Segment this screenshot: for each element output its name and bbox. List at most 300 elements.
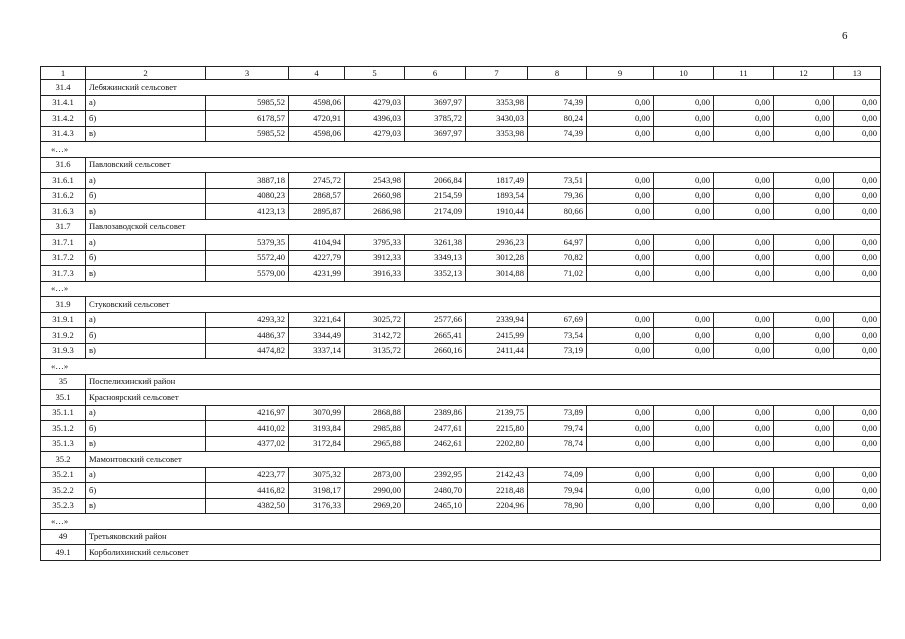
value-cell: 74,09 bbox=[528, 467, 587, 483]
value-cell: 0,00 bbox=[654, 173, 714, 189]
value-cell: 0,00 bbox=[774, 328, 834, 344]
value-cell: 73,19 bbox=[528, 343, 587, 359]
row-label: а) bbox=[86, 312, 206, 328]
value-cell: 3261,38 bbox=[405, 235, 466, 251]
value-cell: 0,00 bbox=[587, 312, 654, 328]
value-cell: 0,00 bbox=[834, 188, 881, 204]
value-cell: 3142,72 bbox=[345, 328, 405, 344]
value-cell: 2660,98 bbox=[345, 188, 405, 204]
value-cell: 0,00 bbox=[587, 421, 654, 437]
value-cell: 0,00 bbox=[834, 467, 881, 483]
value-cell: 0,00 bbox=[774, 250, 834, 266]
value-cell: 2868,88 bbox=[345, 405, 405, 421]
value-cell: 3697,97 bbox=[405, 126, 466, 142]
row-code: 31.6.1 bbox=[41, 173, 86, 189]
value-cell: 0,00 bbox=[834, 343, 881, 359]
value-cell: 3221,64 bbox=[289, 312, 345, 328]
column-header: 7 bbox=[466, 67, 528, 80]
table-row bbox=[41, 250, 881, 266]
row-code: 31.4.2 bbox=[41, 111, 86, 127]
table-row bbox=[41, 343, 881, 359]
value-cell: 3916,33 bbox=[345, 266, 405, 282]
value-cell: 0,00 bbox=[834, 250, 881, 266]
omission-mark: «…» bbox=[41, 359, 881, 375]
section-row bbox=[41, 452, 881, 468]
value-cell: 4410,02 bbox=[206, 421, 289, 437]
value-cell: 0,00 bbox=[714, 235, 774, 251]
value-cell: 5985,52 bbox=[206, 126, 289, 142]
row-code: 35.1.2 bbox=[41, 421, 86, 437]
row-label: в) bbox=[86, 266, 206, 282]
value-cell: 0,00 bbox=[834, 498, 881, 514]
section-row bbox=[41, 374, 881, 390]
value-cell: 1817,49 bbox=[466, 173, 528, 189]
value-cell: 2411,44 bbox=[466, 343, 528, 359]
value-cell: 4416,82 bbox=[206, 483, 289, 499]
value-cell: 0,00 bbox=[714, 328, 774, 344]
row-label: а) bbox=[86, 173, 206, 189]
value-cell: 2139,75 bbox=[466, 405, 528, 421]
section-row bbox=[41, 219, 881, 235]
value-cell: 4598,06 bbox=[289, 95, 345, 111]
column-header: 9 bbox=[587, 67, 654, 80]
value-cell: 2389,86 bbox=[405, 405, 466, 421]
value-cell: 3353,98 bbox=[466, 126, 528, 142]
value-cell: 0,00 bbox=[654, 250, 714, 266]
value-cell: 0,00 bbox=[774, 436, 834, 452]
value-cell: 3025,72 bbox=[345, 312, 405, 328]
value-cell: 4216,97 bbox=[206, 405, 289, 421]
value-cell: 2066,84 bbox=[405, 173, 466, 189]
table-row bbox=[41, 173, 881, 189]
row-code: 49 bbox=[41, 529, 86, 545]
value-cell: 3012,28 bbox=[466, 250, 528, 266]
omission-mark: «…» bbox=[41, 514, 881, 530]
row-code: 31.6.2 bbox=[41, 188, 86, 204]
value-cell: 2543,98 bbox=[345, 173, 405, 189]
value-cell: 3172,84 bbox=[289, 436, 345, 452]
value-cell: 0,00 bbox=[714, 188, 774, 204]
value-cell: 2154,59 bbox=[405, 188, 466, 204]
value-cell: 4720,91 bbox=[289, 111, 345, 127]
column-number-row bbox=[41, 67, 881, 80]
row-code: 35.2 bbox=[41, 452, 86, 468]
table-row bbox=[41, 312, 881, 328]
value-cell: 2985,88 bbox=[345, 421, 405, 437]
value-cell: 0,00 bbox=[714, 405, 774, 421]
table-row bbox=[41, 328, 881, 344]
value-cell: 2392,95 bbox=[405, 467, 466, 483]
value-cell: 2174,09 bbox=[405, 204, 466, 220]
value-cell: 2415,99 bbox=[466, 328, 528, 344]
value-cell: 0,00 bbox=[714, 498, 774, 514]
row-label: в) bbox=[86, 343, 206, 359]
value-cell: 3697,97 bbox=[405, 95, 466, 111]
value-cell: 0,00 bbox=[834, 95, 881, 111]
value-cell: 0,00 bbox=[714, 95, 774, 111]
value-cell: 0,00 bbox=[774, 204, 834, 220]
value-cell: 4123,13 bbox=[206, 204, 289, 220]
table-row bbox=[41, 436, 881, 452]
value-cell: 2969,20 bbox=[345, 498, 405, 514]
value-cell: 2745,72 bbox=[289, 173, 345, 189]
value-cell: 0,00 bbox=[654, 235, 714, 251]
value-cell: 3337,14 bbox=[289, 343, 345, 359]
value-cell: 3353,98 bbox=[466, 95, 528, 111]
section-name: Стуковский сельсовет bbox=[86, 297, 881, 313]
value-cell: 2218,48 bbox=[466, 483, 528, 499]
row-code: 35.2.3 bbox=[41, 498, 86, 514]
value-cell: 79,36 bbox=[528, 188, 587, 204]
table-row bbox=[41, 483, 881, 499]
table-row bbox=[41, 498, 881, 514]
column-header: 6 bbox=[405, 67, 466, 80]
value-cell: 73,51 bbox=[528, 173, 587, 189]
value-cell: 2215,80 bbox=[466, 421, 528, 437]
value-cell: 0,00 bbox=[774, 343, 834, 359]
column-header: 10 bbox=[654, 67, 714, 80]
value-cell: 0,00 bbox=[654, 111, 714, 127]
row-label: а) bbox=[86, 405, 206, 421]
value-cell: 0,00 bbox=[714, 421, 774, 437]
value-cell: 4396,03 bbox=[345, 111, 405, 127]
value-cell: 0,00 bbox=[714, 173, 774, 189]
value-cell: 0,00 bbox=[714, 343, 774, 359]
value-cell: 0,00 bbox=[774, 95, 834, 111]
value-cell: 0,00 bbox=[774, 126, 834, 142]
value-cell: 4486,37 bbox=[206, 328, 289, 344]
value-cell: 0,00 bbox=[587, 95, 654, 111]
row-code: 31.9.2 bbox=[41, 328, 86, 344]
value-cell: 0,00 bbox=[714, 266, 774, 282]
value-cell: 3193,84 bbox=[289, 421, 345, 437]
row-code: 49.1 bbox=[41, 545, 86, 561]
row-code: 31.7 bbox=[41, 219, 86, 235]
value-cell: 2665,41 bbox=[405, 328, 466, 344]
value-cell: 70,82 bbox=[528, 250, 587, 266]
row-label: б) bbox=[86, 111, 206, 127]
row-code: 31.6 bbox=[41, 157, 86, 173]
value-cell: 3430,03 bbox=[466, 111, 528, 127]
row-code: 35.1 bbox=[41, 390, 86, 406]
value-cell: 5985,52 bbox=[206, 95, 289, 111]
value-cell: 0,00 bbox=[774, 498, 834, 514]
value-cell: 0,00 bbox=[587, 343, 654, 359]
value-cell: 3176,33 bbox=[289, 498, 345, 514]
value-cell: 0,00 bbox=[774, 266, 834, 282]
value-cell: 74,39 bbox=[528, 126, 587, 142]
section-name: Третьяковский район bbox=[86, 529, 881, 545]
value-cell: 4104,94 bbox=[289, 235, 345, 251]
value-cell: 4382,50 bbox=[206, 498, 289, 514]
table-row bbox=[41, 126, 881, 142]
value-cell: 0,00 bbox=[654, 421, 714, 437]
value-cell: 5579,00 bbox=[206, 266, 289, 282]
value-cell: 0,00 bbox=[834, 436, 881, 452]
row-label: б) bbox=[86, 328, 206, 344]
value-cell: 4377,02 bbox=[206, 436, 289, 452]
value-cell: 4598,06 bbox=[289, 126, 345, 142]
row-label: а) bbox=[86, 235, 206, 251]
value-cell: 79,94 bbox=[528, 483, 587, 499]
value-cell: 4223,77 bbox=[206, 467, 289, 483]
row-code: 31.4.3 bbox=[41, 126, 86, 142]
row-label: б) bbox=[86, 483, 206, 499]
row-code: 35.2.1 bbox=[41, 467, 86, 483]
value-cell: 0,00 bbox=[834, 421, 881, 437]
section-row bbox=[41, 529, 881, 545]
row-label: в) bbox=[86, 498, 206, 514]
value-cell: 80,24 bbox=[528, 111, 587, 127]
value-cell: 0,00 bbox=[654, 188, 714, 204]
value-cell: 0,00 bbox=[654, 467, 714, 483]
value-cell: 2202,80 bbox=[466, 436, 528, 452]
value-cell: 79,74 bbox=[528, 421, 587, 437]
row-label: б) bbox=[86, 250, 206, 266]
value-cell: 0,00 bbox=[774, 467, 834, 483]
section-row bbox=[41, 157, 881, 173]
value-cell: 0,00 bbox=[654, 436, 714, 452]
value-cell: 0,00 bbox=[714, 250, 774, 266]
value-cell: 0,00 bbox=[834, 126, 881, 142]
value-cell: 3344,49 bbox=[289, 328, 345, 344]
omission-row bbox=[41, 142, 881, 158]
value-cell: 0,00 bbox=[587, 266, 654, 282]
section-name: Корболихинский сельсовет bbox=[86, 545, 881, 561]
value-cell: 4279,03 bbox=[345, 95, 405, 111]
value-cell: 74,39 bbox=[528, 95, 587, 111]
value-cell: 0,00 bbox=[654, 204, 714, 220]
value-cell: 2990,00 bbox=[345, 483, 405, 499]
value-cell: 0,00 bbox=[587, 250, 654, 266]
section-name: Лебяжинский сельсовет bbox=[86, 80, 881, 96]
value-cell: 0,00 bbox=[774, 111, 834, 127]
value-cell: 0,00 bbox=[587, 405, 654, 421]
value-cell: 0,00 bbox=[654, 95, 714, 111]
value-cell: 67,69 bbox=[528, 312, 587, 328]
row-label: в) bbox=[86, 436, 206, 452]
value-cell: 2480,70 bbox=[405, 483, 466, 499]
value-cell: 0,00 bbox=[834, 328, 881, 344]
value-cell: 0,00 bbox=[834, 312, 881, 328]
value-cell: 3912,33 bbox=[345, 250, 405, 266]
column-header: 11 bbox=[714, 67, 774, 80]
value-cell: 3075,32 bbox=[289, 467, 345, 483]
row-code: 31.9 bbox=[41, 297, 86, 313]
table-row bbox=[41, 235, 881, 251]
row-code: 31.7.2 bbox=[41, 250, 86, 266]
value-cell: 5572,40 bbox=[206, 250, 289, 266]
column-header: 2 bbox=[86, 67, 206, 80]
row-code: 31.4.1 bbox=[41, 95, 86, 111]
column-header: 5 bbox=[345, 67, 405, 80]
value-cell: 4279,03 bbox=[345, 126, 405, 142]
value-cell: 0,00 bbox=[587, 436, 654, 452]
value-cell: 0,00 bbox=[587, 483, 654, 499]
section-name: Красноярский сельсовет bbox=[86, 390, 881, 406]
value-cell: 3785,72 bbox=[405, 111, 466, 127]
value-cell: 0,00 bbox=[587, 467, 654, 483]
value-cell: 0,00 bbox=[654, 328, 714, 344]
row-label: б) bbox=[86, 188, 206, 204]
omission-mark: «…» bbox=[41, 281, 881, 297]
row-label: в) bbox=[86, 204, 206, 220]
value-cell: 0,00 bbox=[654, 312, 714, 328]
value-cell: 2477,61 bbox=[405, 421, 466, 437]
value-cell: 0,00 bbox=[654, 405, 714, 421]
value-cell: 0,00 bbox=[774, 421, 834, 437]
value-cell: 2660,16 bbox=[405, 343, 466, 359]
section-name: Павловский сельсовет bbox=[86, 157, 881, 173]
omission-row bbox=[41, 514, 881, 530]
value-cell: 2204,96 bbox=[466, 498, 528, 514]
value-cell: 2686,98 bbox=[345, 204, 405, 220]
value-cell: 4227,79 bbox=[289, 250, 345, 266]
row-label: в) bbox=[86, 126, 206, 142]
value-cell: 0,00 bbox=[774, 312, 834, 328]
value-cell: 2577,66 bbox=[405, 312, 466, 328]
value-cell: 0,00 bbox=[587, 188, 654, 204]
value-cell: 2965,88 bbox=[345, 436, 405, 452]
table-row bbox=[41, 467, 881, 483]
value-cell: 1893,54 bbox=[466, 188, 528, 204]
value-cell: 0,00 bbox=[834, 235, 881, 251]
value-cell: 0,00 bbox=[714, 111, 774, 127]
value-cell: 0,00 bbox=[654, 126, 714, 142]
column-header: 4 bbox=[289, 67, 345, 80]
value-cell: 0,00 bbox=[774, 405, 834, 421]
value-cell: 0,00 bbox=[587, 111, 654, 127]
value-cell: 0,00 bbox=[714, 467, 774, 483]
section-row bbox=[41, 545, 881, 561]
value-cell: 0,00 bbox=[587, 328, 654, 344]
table-row bbox=[41, 421, 881, 437]
section-row bbox=[41, 297, 881, 313]
column-header: 13 bbox=[834, 67, 881, 80]
page-number: 6 bbox=[842, 30, 848, 42]
row-code: 35.2.2 bbox=[41, 483, 86, 499]
value-cell: 0,00 bbox=[774, 483, 834, 499]
value-cell: 78,74 bbox=[528, 436, 587, 452]
value-cell: 0,00 bbox=[834, 405, 881, 421]
row-code: 31.6.3 bbox=[41, 204, 86, 220]
section-name: Поспелихинский район bbox=[86, 374, 881, 390]
value-cell: 2873,00 bbox=[345, 467, 405, 483]
value-cell: 64,97 bbox=[528, 235, 587, 251]
column-header: 3 bbox=[206, 67, 289, 80]
row-label: а) bbox=[86, 95, 206, 111]
value-cell: 3795,33 bbox=[345, 235, 405, 251]
section-name: Павлозаводской сельсовет bbox=[86, 219, 881, 235]
value-cell: 2936,23 bbox=[466, 235, 528, 251]
value-cell: 0,00 bbox=[587, 204, 654, 220]
value-cell: 80,66 bbox=[528, 204, 587, 220]
table-row bbox=[41, 188, 881, 204]
table-row bbox=[41, 111, 881, 127]
value-cell: 0,00 bbox=[654, 266, 714, 282]
value-cell: 0,00 bbox=[774, 235, 834, 251]
table-row bbox=[41, 95, 881, 111]
section-name: Мамонтовский сельсовет bbox=[86, 452, 881, 468]
value-cell: 3349,13 bbox=[405, 250, 466, 266]
section-row bbox=[41, 80, 881, 96]
value-cell: 0,00 bbox=[714, 483, 774, 499]
value-cell: 73,54 bbox=[528, 328, 587, 344]
tariff-table bbox=[40, 66, 881, 561]
value-cell: 4293,32 bbox=[206, 312, 289, 328]
value-cell: 0,00 bbox=[834, 204, 881, 220]
row-code: 31.9.1 bbox=[41, 312, 86, 328]
row-code: 35 bbox=[41, 374, 86, 390]
value-cell: 3198,17 bbox=[289, 483, 345, 499]
value-cell: 0,00 bbox=[714, 436, 774, 452]
value-cell: 4231,99 bbox=[289, 266, 345, 282]
column-header: 12 bbox=[774, 67, 834, 80]
table-row bbox=[41, 204, 881, 220]
value-cell: 78,90 bbox=[528, 498, 587, 514]
value-cell: 0,00 bbox=[587, 173, 654, 189]
value-cell: 5379,35 bbox=[206, 235, 289, 251]
value-cell: 0,00 bbox=[774, 173, 834, 189]
value-cell: 3352,13 bbox=[405, 266, 466, 282]
row-code: 31.9.3 bbox=[41, 343, 86, 359]
value-cell: 3135,72 bbox=[345, 343, 405, 359]
value-cell: 2465,10 bbox=[405, 498, 466, 514]
value-cell: 2868,57 bbox=[289, 188, 345, 204]
value-cell: 3070,99 bbox=[289, 405, 345, 421]
row-label: а) bbox=[86, 467, 206, 483]
value-cell: 6178,57 bbox=[206, 111, 289, 127]
omission-mark: «…» bbox=[41, 142, 881, 158]
row-code: 31.4 bbox=[41, 80, 86, 96]
omission-row bbox=[41, 359, 881, 375]
row-label: б) bbox=[86, 421, 206, 437]
value-cell: 0,00 bbox=[834, 483, 881, 499]
value-cell: 73,89 bbox=[528, 405, 587, 421]
value-cell: 0,00 bbox=[587, 498, 654, 514]
value-cell: 0,00 bbox=[654, 498, 714, 514]
section-row bbox=[41, 390, 881, 406]
table-row bbox=[41, 266, 881, 282]
value-cell: 2895,87 bbox=[289, 204, 345, 220]
value-cell: 4474,82 bbox=[206, 343, 289, 359]
row-code: 31.7.3 bbox=[41, 266, 86, 282]
column-header: 8 bbox=[528, 67, 587, 80]
value-cell: 0,00 bbox=[774, 188, 834, 204]
value-cell: 0,00 bbox=[587, 235, 654, 251]
value-cell: 0,00 bbox=[834, 266, 881, 282]
value-cell: 0,00 bbox=[587, 126, 654, 142]
value-cell: 2462,61 bbox=[405, 436, 466, 452]
value-cell: 0,00 bbox=[834, 111, 881, 127]
row-code: 35.1.3 bbox=[41, 436, 86, 452]
row-code: 35.1.1 bbox=[41, 405, 86, 421]
value-cell: 3014,88 bbox=[466, 266, 528, 282]
value-cell: 4080,23 bbox=[206, 188, 289, 204]
value-cell: 0,00 bbox=[714, 126, 774, 142]
value-cell: 0,00 bbox=[654, 483, 714, 499]
column-header: 1 bbox=[41, 67, 86, 80]
value-cell: 2142,43 bbox=[466, 467, 528, 483]
value-cell: 0,00 bbox=[654, 343, 714, 359]
value-cell: 2339,94 bbox=[466, 312, 528, 328]
table-body bbox=[41, 80, 881, 561]
value-cell: 1910,44 bbox=[466, 204, 528, 220]
row-code: 31.7.1 bbox=[41, 235, 86, 251]
value-cell: 71,02 bbox=[528, 266, 587, 282]
omission-row bbox=[41, 281, 881, 297]
table-row bbox=[41, 405, 881, 421]
